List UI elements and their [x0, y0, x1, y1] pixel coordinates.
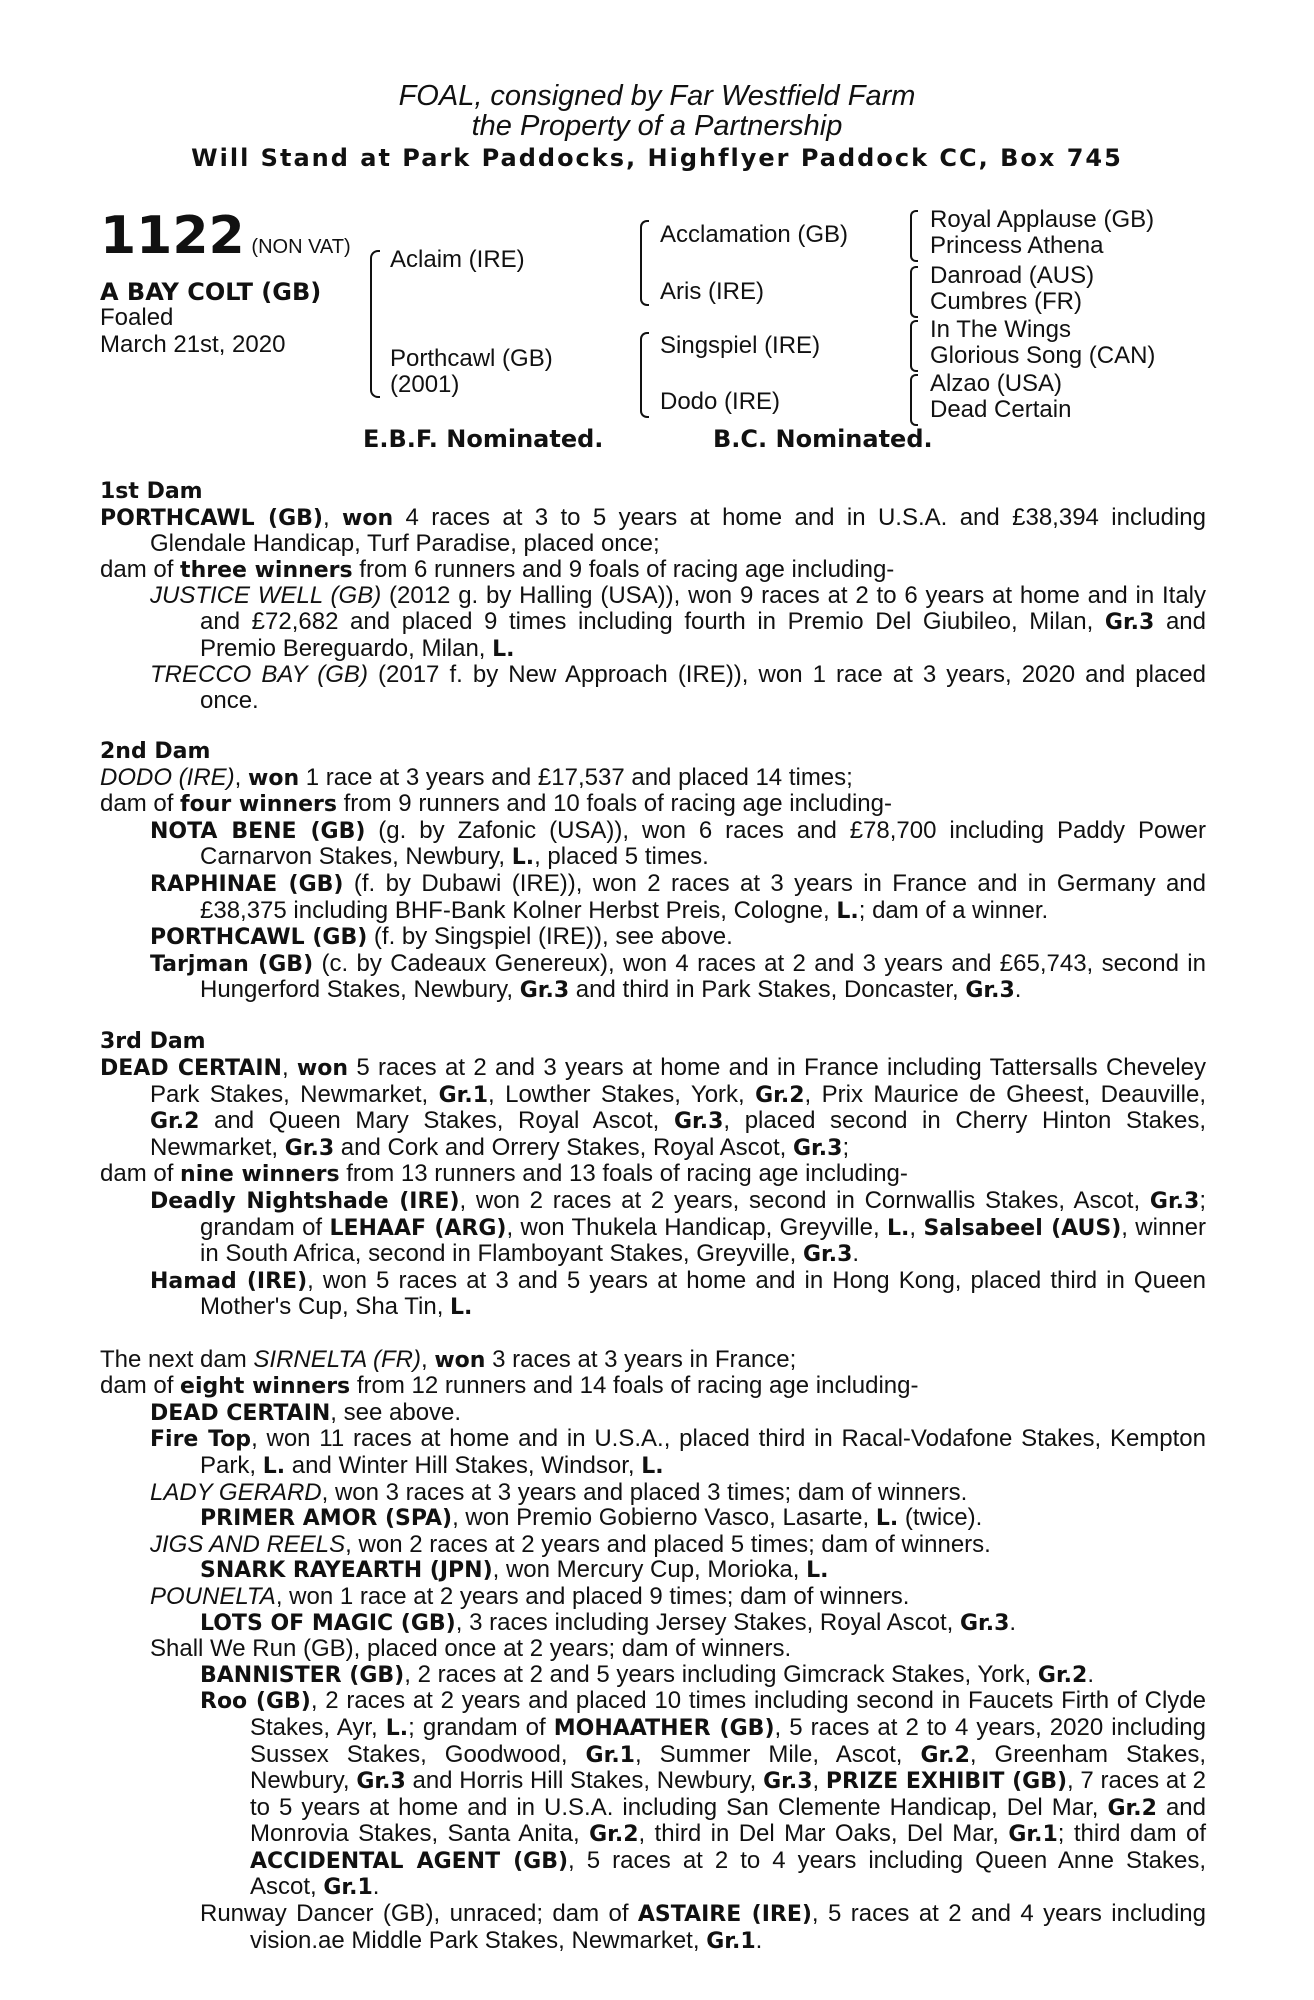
ds-brace — [910, 320, 918, 372]
text-run: and Queen Mary Stakes, Royal Ascot, — [199, 1107, 674, 1135]
bold-text: Salsabeel (AUS) — [923, 1215, 1122, 1241]
bold-text: Gr.3 — [1149, 1189, 1200, 1215]
first-dam-produce — [100, 557, 1206, 584]
text-run: , won 5 races at 3 and 5 years at home and in Hong Kong, placed third in Queen Mother's Cup, Sha Tin, — [200, 1266, 1206, 1321]
progeny-entry — [100, 924, 1206, 951]
second-dam-heading: 2nd Dam — [100, 738, 211, 764]
bold-text: Gr.1 — [585, 1742, 635, 1768]
text-run: dam of — [100, 1372, 181, 1400]
text-run: , — [234, 763, 249, 791]
bold-text: Deadly Nightshade (IRE) — [150, 1189, 460, 1215]
progeny-entry — [100, 871, 1206, 924]
progeny-entry — [100, 1268, 1206, 1321]
text-run: (twice). — [898, 1504, 983, 1532]
text-run: , see above. — [330, 1398, 462, 1426]
text-run: from 12 runners and 14 foals of racing age including- — [350, 1372, 919, 1400]
progeny-entry — [100, 1400, 1206, 1427]
bold-text: Gr.2 — [1107, 1795, 1157, 1821]
bc-nomination: B.C. Nominated. — [713, 425, 933, 453]
italic-text: SIRNELTA (FR) — [253, 1345, 421, 1373]
text-run: . — [1014, 976, 1022, 1004]
bold-text: DEAD CERTAIN — [100, 1056, 282, 1082]
text-run: , won 2 races at 2 years and placed 5 times; dam of winners. — [345, 1530, 991, 1558]
text-run: (f. by Singspiel (IRE)), see above. — [367, 923, 733, 951]
foaled-label: Foaled — [100, 304, 174, 331]
ds-sire: In The Wings — [930, 316, 1071, 343]
sd-dam: Cumbres (FR) — [930, 288, 1083, 315]
bold-text: L. — [875, 1506, 899, 1532]
bold-text: Gr.2 — [150, 1109, 200, 1135]
text-run: 5 races at 2 and 3 years at home and in France including Tattersalls Cheveley Park Stakes, Newmarket, — [150, 1054, 1206, 1108]
third-dam-record — [100, 1055, 1206, 1161]
sd-sire: Danroad (AUS) — [930, 262, 1095, 289]
produce-record — [100, 479, 1206, 1954]
vat-status: (NON VAT) — [251, 236, 351, 258]
bold-text: L. — [262, 1453, 286, 1479]
second-dam-record — [100, 765, 1206, 792]
bold-text: L. — [641, 1453, 664, 1479]
bold-text: NOTA BENE (GB) — [150, 818, 366, 844]
text-run: , won Thukela Handicap, Greyville, — [506, 1213, 888, 1241]
text-run: , won 2 races at 2 years, second in Cornwallis Stakes, Ascot, — [459, 1187, 1150, 1215]
progeny-entry — [100, 662, 1206, 713]
bold-text: Gr.1 — [1008, 1822, 1058, 1848]
text-run: Shall We Run (GB), placed once at 2 years; dam of winners. — [150, 1635, 792, 1663]
text-run: . — [852, 1240, 860, 1268]
bold-text: Gr.3 — [959, 1610, 1010, 1636]
text-run: and Cork and Orrery Stakes, Royal Ascot, — [334, 1133, 793, 1161]
text-run: 4 races at 3 to 5 years at home and in U.S.A. and £38,394 including Glendale Handicap, Turf Paradise, placed once; — [150, 503, 1207, 558]
bold-text: L. — [450, 1295, 473, 1321]
text-run: ; grandam of — [200, 1187, 1206, 1241]
bold-text: DEAD CERTAIN — [150, 1400, 331, 1426]
bold-text: L. — [806, 1558, 829, 1584]
text-run: dam of — [100, 555, 181, 583]
bold-text: won — [248, 765, 300, 791]
dam-year: (2001) — [390, 371, 460, 398]
text-run: , won 11 races at home and in U.S.A., placed third in Racal-Vodafone Stakes, Kempton Park, — [200, 1425, 1206, 1479]
sire-line-brace — [640, 220, 649, 306]
text-run: . — [372, 1873, 380, 1901]
text-run: and Premio Bereguardo, Milan, — [200, 607, 1206, 662]
third-dam-heading: 3rd Dam — [100, 1029, 206, 1055]
next-dam-progeny — [100, 1400, 1206, 1954]
consignor-line: FOAL, consigned by Far Westfield Farm — [398, 80, 916, 112]
text-run: ; dam of a winner. — [858, 896, 1049, 924]
dam-line-brace — [640, 332, 649, 418]
text-run: (c. by Cadeaux Genereux), won 4 races at 2 and 3 years and £65,743, second in Hungerford Stakes, Newbury, — [200, 949, 1206, 1004]
text-run: ; third dam of — [1057, 1820, 1206, 1848]
bold-text: ACCIDENTAL AGENT (GB) — [250, 1848, 569, 1874]
sire-sire: Acclamation (GB) — [660, 221, 849, 248]
text-run: The next dam — [100, 1345, 254, 1373]
progeny-entry — [100, 1532, 1206, 1558]
bold-text: L. — [385, 1715, 409, 1741]
sd-brace — [910, 266, 918, 318]
ss-sire: Royal Applause (GB) — [930, 206, 1155, 233]
text-run: , won Mercury Cup, Morioka, — [492, 1556, 807, 1584]
bold-text: Gr.2 — [920, 1742, 970, 1768]
next-dam-produce — [100, 1373, 1206, 1400]
progeny-entry — [100, 1557, 1206, 1584]
bold-text: Gr.1 — [706, 1928, 756, 1954]
progeny-entry — [100, 583, 1206, 662]
text-run: 3 races at 3 years in France; — [485, 1345, 797, 1373]
bold-text: Roo (GB) — [200, 1689, 311, 1715]
text-run: , 3 races including Jersey Stakes, Royal Ascot, — [455, 1608, 960, 1636]
progeny-entry — [100, 1901, 1206, 1954]
text-run: , won 3 races at 3 years and placed 3 times; dam of winners. — [321, 1478, 968, 1506]
italic-text: LADY GERARD — [150, 1478, 322, 1506]
bold-text: PORTHCAWL (GB) — [150, 925, 368, 951]
bold-text: PRIZE EXHIBIT (GB) — [825, 1769, 1068, 1795]
text-run: , Greenham Stakes, Newbury, — [250, 1740, 1207, 1795]
text-run: , won Premio Gobierno Vasco, Lasarte, — [452, 1504, 876, 1532]
text-run: , Lowther Stakes, York, — [488, 1080, 756, 1108]
bold-text: eight winners — [180, 1374, 351, 1400]
text-run: , — [322, 503, 343, 531]
bold-text: MOHAATHER (GB) — [553, 1715, 775, 1741]
bold-text: SNARK RAYEARTH (JPN) — [200, 1558, 493, 1584]
progeny-entry — [100, 818, 1206, 871]
first-dam-record — [100, 505, 1206, 557]
ds-dam: Glorious Song (CAN) — [930, 342, 1156, 369]
progeny-entry — [100, 1662, 1206, 1689]
text-run: . — [1009, 1608, 1017, 1636]
bold-text: won — [434, 1347, 486, 1373]
bold-text: nine winners — [180, 1162, 340, 1188]
dd-sire: Alzao (USA) — [930, 370, 1063, 397]
bold-text: PORTHCAWL (GB) — [100, 505, 323, 531]
text-run: from 9 runners and 10 foals of racing age including- — [336, 790, 892, 818]
text-run: , winner in South Africa, second in Flamboyant Stakes, Greyville, — [200, 1213, 1206, 1268]
bold-text: Gr.1 — [323, 1875, 373, 1901]
text-run: , 7 races at 2 to 5 years at home and in U.S.A. including San Clemente Handicap, Del Mar, — [250, 1767, 1206, 1821]
bold-text: Hamad (IRE) — [150, 1268, 308, 1294]
ss-dam: Princess Athena — [930, 232, 1104, 259]
text-run: , — [420, 1345, 435, 1373]
text-run: . — [755, 1926, 763, 1954]
italic-text: DODO (IRE) — [100, 763, 235, 791]
first-dam-heading: 1st Dam — [100, 479, 203, 504]
progeny-entry — [100, 951, 1206, 1004]
text-run: , 5 races at 2 to 4 years, 2020 including Sussex Stakes, Goodwood, — [250, 1713, 1206, 1768]
progeny-entry — [100, 1610, 1206, 1637]
text-run: , won 1 race at 2 years and placed 9 times; dam of winners. — [275, 1582, 910, 1610]
lot-number: 1122 — [100, 206, 245, 266]
bold-text: won — [296, 1056, 349, 1082]
text-run: ; grandam of — [408, 1713, 554, 1741]
bold-text: Gr.3 — [673, 1109, 724, 1135]
bold-text: Gr.3 — [284, 1135, 335, 1161]
bold-text: Gr.3 — [793, 1135, 843, 1161]
text-run: from 6 runners and 9 foals of racing age including- — [352, 555, 895, 583]
dam-sire: Singspiel (IRE) — [660, 332, 821, 359]
bold-text: four winners — [180, 792, 337, 818]
text-run: dam of — [100, 790, 181, 818]
progeny-entry — [100, 1188, 1206, 1268]
text-run: (g. by Zafonic (USA)), won 6 races and £78,700 including Paddy Power Carnarvon Stakes, Newbury, — [200, 816, 1206, 871]
text-run: from 13 runners and 13 foals of racing age including- — [339, 1160, 908, 1188]
next-dam-record — [100, 1347, 1206, 1374]
text-run: and third in Park Stakes, Doncaster, — [569, 976, 966, 1004]
bold-text: Gr.1 — [438, 1082, 489, 1108]
bold-text: LEHAAF (ARG) — [329, 1215, 507, 1241]
progeny-entry — [100, 1688, 1206, 1901]
bold-text: PRIMER AMOR (SPA) — [200, 1506, 453, 1532]
foaled-date: March 21st, 2020 — [100, 331, 286, 358]
text-run: , 2 races at 2 and 5 years including Gimcrack Stakes, York, — [404, 1660, 1038, 1688]
bold-text: Gr.2 — [1037, 1662, 1088, 1688]
ss-brace — [910, 210, 918, 262]
text-run: dam of — [100, 1160, 181, 1188]
sire-dam: Aris (IRE) — [660, 278, 764, 305]
bold-text: Gr.3 — [519, 978, 570, 1004]
progeny-entry — [100, 1584, 1206, 1610]
horse-name: A BAY COLT (GB) — [100, 278, 322, 306]
bold-text: Gr.3 — [1104, 609, 1155, 635]
bold-text: Gr.3 — [763, 1769, 813, 1795]
bold-text: L. — [887, 1215, 910, 1241]
dd-brace — [910, 374, 918, 426]
text-run: , Prix Maurice de Gheest, Deauville, — [804, 1080, 1207, 1108]
text-run: , — [281, 1054, 297, 1082]
text-run: . — [1087, 1660, 1094, 1688]
italic-text: JUSTICE WELL (GB) — [150, 582, 382, 610]
dd-dam: Dead Certain — [930, 396, 1072, 423]
bold-text: won — [342, 505, 394, 531]
bold-text: Fire Top — [150, 1427, 252, 1453]
progeny-entry — [100, 1480, 1206, 1506]
text-run: (2017 f. by New Approach (IRE)), won 1 race at 3 years, 2020 and placed once. — [200, 661, 1206, 714]
bold-text: L. — [492, 636, 515, 662]
text-run: (2012 g. by Halling (USA)), won 9 races at 2 to 6 years at home and in Italy and £72,682 and placed 9 times including fourth in Premio Del Giubileo, Milan, — [200, 582, 1206, 635]
bold-text: Gr.3 — [965, 978, 1015, 1004]
sire-brace — [370, 250, 380, 398]
bold-text: Gr.2 — [755, 1082, 805, 1108]
property-line: the Property of a Partnership — [471, 110, 843, 142]
text-run: , Summer Mile, Ascot, — [634, 1740, 921, 1768]
italic-text: TRECCO BAY (GB) — [150, 661, 368, 689]
bold-text: L. — [511, 845, 535, 871]
italic-text: JIGS AND REELS — [150, 1530, 346, 1558]
text-run: and Monrovia Stakes, Santa Anita, — [250, 1793, 1206, 1848]
second-dam-produce — [100, 791, 1206, 818]
text-run: , placed second in Cherry Hinton Stakes, Newmarket, — [150, 1107, 1206, 1161]
bold-text: L. — [836, 898, 859, 924]
progeny-entry — [100, 1636, 1206, 1662]
bold-text: BANNISTER (GB) — [200, 1662, 405, 1688]
bold-text: LOTS OF MAGIC (GB) — [200, 1610, 456, 1636]
dam-dam: Dodo (IRE) — [660, 388, 781, 415]
text-run: , 2 races at 2 years and placed 10 times including second in Faucets Firth of Clyde Stakes, Ayr, — [250, 1687, 1207, 1741]
text-run: Runway Dancer (GB), unraced; dam of — [200, 1900, 638, 1928]
dam: Porthcawl (GB) — [390, 345, 553, 372]
italic-text: POUNELTA — [150, 1582, 276, 1610]
lot-heading — [100, 206, 351, 266]
third-dam-produce — [100, 1161, 1206, 1188]
text-run: , third in Del Mar Oaks, Del Mar, — [638, 1820, 1009, 1848]
text-run: , 5 races at 2 to 4 years including Queen Anne Stakes, Ascot, — [250, 1846, 1206, 1901]
ebf-nomination: E.B.F. Nominated. — [363, 425, 604, 453]
progeny-entry — [100, 1505, 1206, 1532]
text-run: ; — [842, 1133, 850, 1161]
bold-text: ASTAIRE (IRE) — [637, 1902, 812, 1928]
bold-text: Gr.2 — [589, 1822, 639, 1848]
stand-line: Will Stand at Park Paddocks, Highflyer Paddock CC, Box 745 — [191, 144, 1123, 172]
text-run: (f. by Dubawi (IRE)), won 2 races at 3 years in France and in Germany and £38,375 including BHF-Bank Kolner Herbst Preis, Cologne, — [200, 869, 1207, 924]
text-run: , — [812, 1767, 826, 1795]
bold-text: Tarjman (GB) — [150, 951, 314, 977]
progeny-entry — [100, 1426, 1206, 1479]
bold-text: RAPHINAE (GB) — [150, 871, 344, 897]
text-run: and Horris Hill Stakes, Newbury, — [405, 1767, 764, 1795]
text-run: 1 race at 3 years and £17,537 and placed 14 times; — [299, 763, 853, 791]
text-run: and Winter Hill Stakes, Windsor, — [285, 1451, 642, 1479]
bold-text: Gr.3 — [802, 1242, 853, 1268]
bold-text: three winners — [180, 557, 353, 583]
text-run: , — [909, 1213, 924, 1241]
sire: Aclaim (IRE) — [390, 246, 525, 273]
text-run: , 5 races at 2 and 4 years including vision.ae Middle Park Stakes, Newmarket, — [250, 1900, 1206, 1954]
text-run: , placed 5 times. — [534, 843, 709, 871]
bold-text: Gr.3 — [356, 1769, 406, 1795]
